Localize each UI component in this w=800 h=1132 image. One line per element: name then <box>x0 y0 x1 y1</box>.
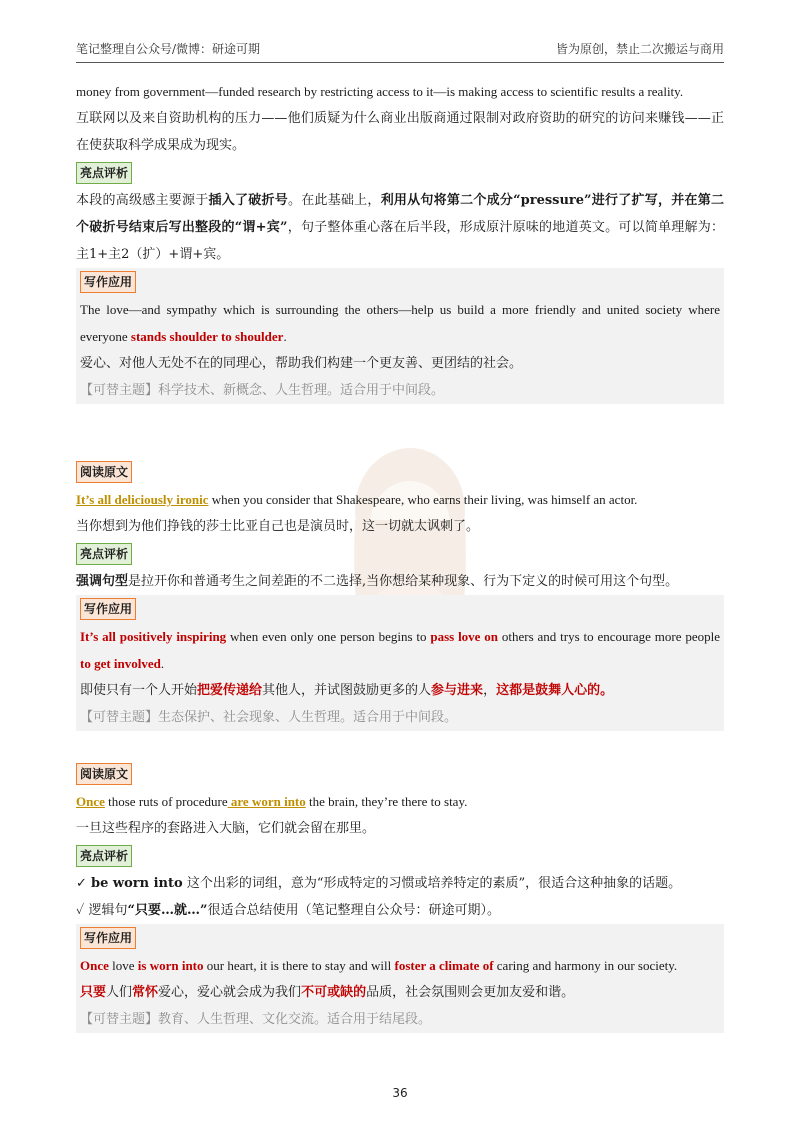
application-chinese: 爱心、对他人无处不在的同理心，帮助我们构建一个更友善、更团结的社会。 <box>80 356 523 371</box>
header-right: 皆为原创，禁止二次搬运与商用 <box>555 42 724 56</box>
reading-tag: 阅读原文 <box>76 763 132 785</box>
original-chinese-translation: 互联网以及来自资助机构的压力——他们质疑为什么商业出版商通过限制对政府资助的研究的访问来赚钱——正在使获取科学成果成为现实。 <box>76 111 724 153</box>
writing-application-box <box>76 924 724 1033</box>
alternative-topics: 【可替主题】科学技术、新概念、人生哲理。适合用于中间段。 <box>80 383 445 398</box>
application-chinese: 即使只有一个人开始把爱传递给其他人，并试图鼓励更多的人参与进来，这都是鼓舞人心的。 <box>80 683 614 698</box>
section-3 <box>76 760 724 1033</box>
reading-tag: 阅读原文 <box>76 461 132 483</box>
highlight-analysis: 强调句型是拉开你和普通考生之间差距的不二选择,当你想给某种现象、行为下定义的时候可用这个句型。 <box>76 574 679 589</box>
writing-application-box <box>76 268 724 404</box>
highlight-tag: 亮点评析 <box>76 543 132 565</box>
application-chinese: 只要人们常怀爱心，爱心就会成为我们不可或缺的品质，社会氛围则会更加友爱和谐。 <box>80 985 575 1000</box>
page-number: 36 <box>392 1086 408 1100</box>
highlight-tag: 亮点评析 <box>76 162 132 184</box>
section-2 <box>76 458 724 731</box>
alternative-topics: 【可替主题】生态保护、社会现象、人生哲理。适合用于中间段。 <box>80 710 458 725</box>
highlight-analysis: 本段的高级感主要源于插入了破折号。在此基础上，利用从句将第二个成分“pressure”进行了扩写，并在第二个破折号结束后写出整段的“谓+宾”，句子整体重心落在后半段，形成原汁原味的地道英文。可以简单理解为：主1+主2（扩）+谓+宾。 <box>76 193 724 262</box>
application-english: The love—and sympathy which is surrounding the others—help us build a more friendly and united society where everyone stands shoulder to shoulder. <box>80 302 720 344</box>
original-english: It’s all deliciously ironic when you consider that Shakespeare, who earns their living, was himself an actor. <box>76 492 638 507</box>
original-chinese-translation: 一旦这些程序的套路进入大脑，它们就会留在那里。 <box>76 821 376 836</box>
original-chinese-translation: 当你想到为他们挣钱的莎士比亚自己也是演员时，这一切就太讽刺了。 <box>76 519 480 534</box>
alternative-topics: 【可替主题】教育、人生哲理、文化交流。适合用于结尾段。 <box>80 1012 432 1027</box>
page-header <box>76 40 724 60</box>
header-left: 笔记整理自公众号/微博：研途可期 <box>76 42 261 56</box>
application-english: Once love is worn into our heart, it is there to stay and will foster a climate of caring and harmony in our society. <box>80 958 678 973</box>
original-english-continued: money from government—funded research by restricting access to it—is making access to scientific results a reality. <box>76 84 684 99</box>
writing-application-box <box>76 595 724 731</box>
highlight-bullet-1: ✓ be worn into 这个出彩的词组，意为“形成特定的习惯或培养特定的素质”，很适合这种抽象的话题。 <box>76 876 682 891</box>
highlight-tag: 亮点评析 <box>76 845 132 867</box>
writing-tag: 写作应用 <box>80 598 136 620</box>
section-1 <box>76 78 724 404</box>
application-english: It’s all positively inspiring when even only one person begins to pass love on others and trys to encourage more people to get involved. <box>80 629 720 671</box>
original-english: Once those ruts of procedure are worn into the brain, they’re there to stay. <box>76 794 468 809</box>
writing-tag: 写作应用 <box>80 927 136 949</box>
check-icon: ✓ <box>76 876 87 891</box>
header-divider <box>76 62 724 63</box>
highlight-bullet-2: ✓ 逻辑句“只要…就…”很适合总结使用（笔记整理自公众号：研途可期）。 <box>76 903 501 918</box>
writing-tag: 写作应用 <box>80 271 136 293</box>
check-icon: ✓ <box>76 903 85 918</box>
